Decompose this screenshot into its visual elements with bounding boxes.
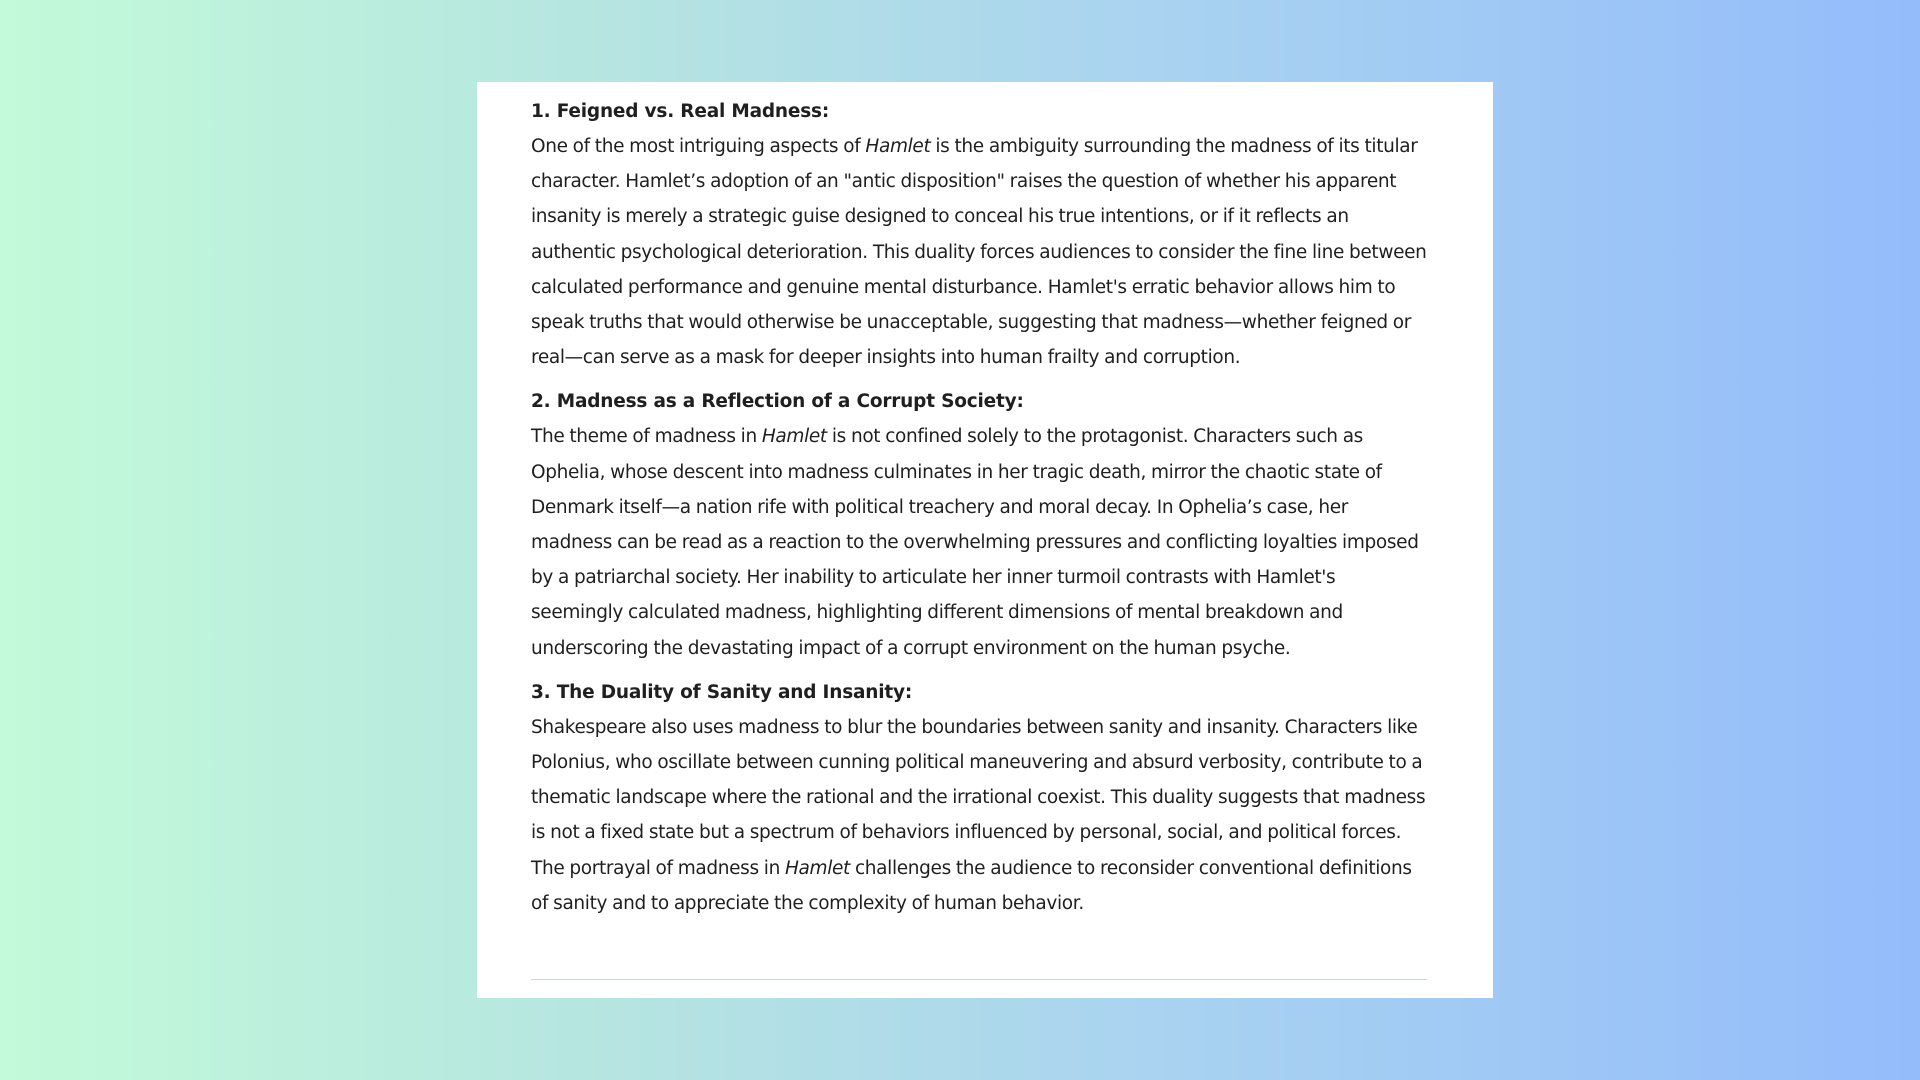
document-card [477,82,1493,998]
section-feigned-vs-real-madness [531,94,1427,375]
section-heading: 1. Feigned vs. Real Madness: [531,101,830,122]
paragraph-text: The theme of madness in [531,426,762,448]
section-paragraph [531,710,1427,921]
section-heading: 2. Madness as a Reflection of a Corrupt Society: [531,391,1024,413]
italic-title-hamlet: Hamlet [865,136,931,157]
section-heading: 3. The Duality of Sanity and Insanity: [531,681,913,703]
paragraph-text: is not confined solely to the protagonist. Characters such as Ophelia, whose descent into madness culminates in her tragic death, mirror the chaotic state of Denmark itself—a nation rife with political treachery and moral decay. In Ophelia’s case, her madness can be read as a reaction to the overwhelming pressures and conflicting loyalties imposed by a patriarchal society. Her inability to articulate her inner turmoil contrasts with Hamlet's seemingly calculated madness, highlighting different dimensions of mental breakdown and underscoring the devastating impact of a corrupt environment on the human psyche. [531,426,1419,659]
section-duality-sanity-insanity [531,675,1427,921]
paragraph-text: is the ambiguity surrounding the madness of its titular character. Hamlet’s adoption of an "antic disposition" raises the question of whether his apparent insanity is merely a strategic guise designed to conceal his true intentions, or if it reflects an authentic psychological deterioration. This duality forces audiences to consider the fine line between calculated performance and genuine mental disturbance. Hamlet's erratic behavior allows him to speak truths that would otherwise be unacceptable, suggesting that madness—whether feigned or real—can serve as a mask for deeper insights into human frailty and corruption. [531,136,1427,369]
divider [531,979,1427,980]
italic-title-hamlet: Hamlet [784,857,850,879]
section-paragraph [531,419,1427,665]
section-madness-corrupt-society [531,384,1427,665]
italic-title-hamlet: Hamlet [761,426,827,448]
section-paragraph [531,129,1427,375]
paragraph-text: Shakespeare also uses madness to blur the boundaries between sanity and insanity. Characters like Polonius, who oscillate between cunning political maneuvering and absurd verbosity, contribute to a thematic landscape where the rational and the irrational coexist. This duality suggests that madness is not a fixed state but a spectrum of behaviors influenced by personal, social, and political forces. The portrayal of madness in [531,716,1426,879]
paragraph-text: One of the most intriguing aspects of [531,136,866,157]
paragraph-text: challenges the audience to reconsider conventional definitions of sanity and to appreciate the complexity of human behavior. [531,857,1412,914]
